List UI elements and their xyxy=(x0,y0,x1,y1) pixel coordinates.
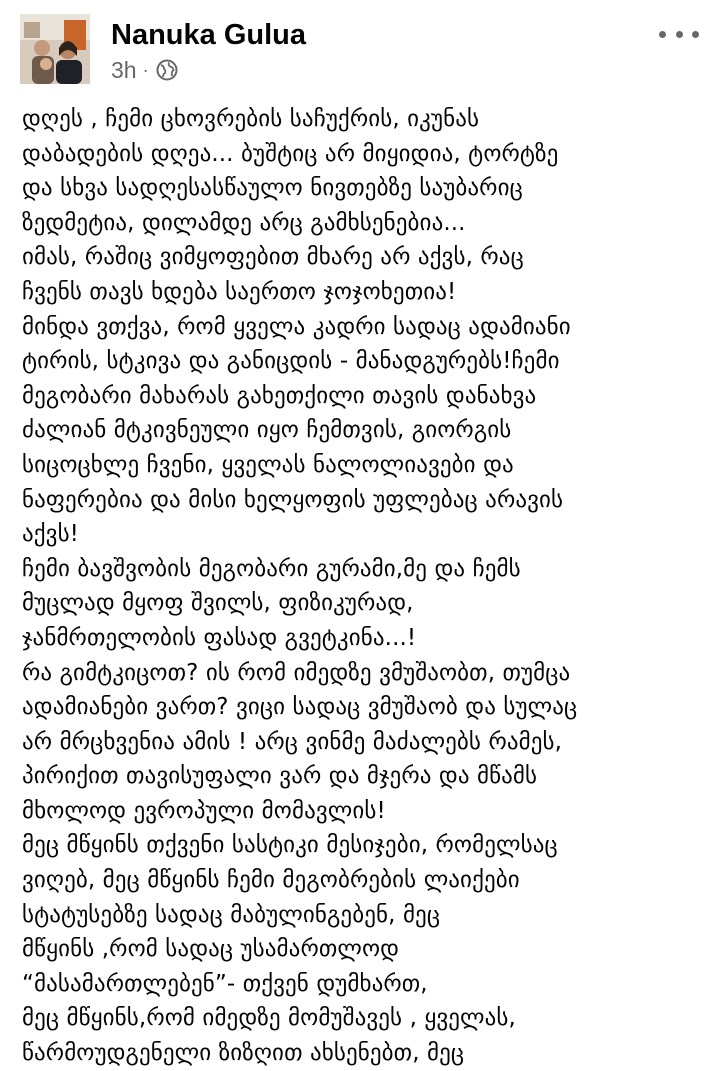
post-text-line: ზედმეტია, დილამდე არც გამხსენებია... xyxy=(22,209,466,236)
post-text-line: ტირის, სტკივა და განიცდის - მანადგურებს!ჩემი xyxy=(22,348,560,375)
post-text-line: წარმოუდგენელი ზიზღით ახსენებთ, მეც xyxy=(22,1040,465,1067)
post-text-line: ჩვენს თავს ხდება საერთო ჯოჯოხეთია! xyxy=(22,278,457,305)
post-text xyxy=(22,102,712,1071)
post-text-line: დღეს , ჩემი ცხოვრების საჩუქრის, იკუნას xyxy=(22,106,480,132)
post-text-line: არ მრცხვენია ამის ! არც ვინმე მაძალებს რამეს, xyxy=(22,728,563,755)
post-text-line: “მასამართლებენ”- თქვენ დუმხართ, xyxy=(22,970,428,997)
more-options-button[interactable] xyxy=(659,22,699,46)
post-text-line: ვიღებ, მეც მწყინს ჩემი მეგობრების ლაიქები xyxy=(22,867,520,894)
post-text-line: სტატუსებზე სადაც მაბულინგებენ, მეც xyxy=(22,901,441,928)
post-text-line: აქვს! xyxy=(22,521,80,548)
post-text-line: სიცოცხლე ჩვენი, ყველას ნალოლიავები და xyxy=(22,451,514,478)
post-meta xyxy=(111,57,178,83)
post-text-line: მწყინს ,რომ სადაც უსამართლოდ xyxy=(22,936,400,963)
more-dot-icon xyxy=(659,31,666,38)
author-name[interactable]: Nanuka Gulua xyxy=(111,19,306,51)
post-text-line: პირიქით თავისუფალი ვარ და მჯერა და მწამს xyxy=(22,763,538,790)
post-text-line: მუცლად მყოფ შვილს, ფიზიკურად, xyxy=(22,590,414,617)
post-text-line: დაბადების დღეა... ბუშტიც არ მიყიდია, ტორტზე xyxy=(22,140,559,167)
post-text-line: მეგობარი მახარას გახეთქილი თავის დანახვა xyxy=(22,382,537,409)
post-text-line: ჯანმრთელობის ფასად გვეტკინა...! xyxy=(22,624,417,651)
post-text-line: ადამიანები ვართ? ვიცი სადაც ვმუშაობ და სულაც xyxy=(22,694,578,721)
post-text-line: და სხვა სადღესასწაულო ნივთებზე საუბარიც xyxy=(22,175,523,202)
post-header xyxy=(0,0,723,96)
post-text-line: ნაფერებია და მისი ხელყოფის უფლებაც არავის xyxy=(22,486,564,513)
post-text-line: მეც მწყინს,რომ იმედზე მომუშავეს , ყველას, xyxy=(22,1005,516,1032)
meta-separator: · xyxy=(142,59,149,80)
post-text-line: რა გიმტკიცოთ? ის რომ იმედზე ვმუშაობთ, თუმცა xyxy=(22,659,571,686)
author-avatar[interactable] xyxy=(20,14,90,84)
globe-icon xyxy=(156,59,178,81)
post-text-line: მინდა ვთქვა, რომ ყველა კადრი სადაც ადამიანი xyxy=(22,313,571,340)
post-text-line: ძალიან მტკივნეული იყო ჩემთვის, გიორგის xyxy=(22,417,512,444)
post-text-line: ჩემი ბავშვობის მეგობარი გურამი,მე და ჩემს xyxy=(22,555,521,582)
post-text-line: მეც მწყინს თქვენი სასტიკი მესიჯები, რომელსაც xyxy=(22,832,558,859)
post-text-line: მხოლოდ ევროპული მომავლის! xyxy=(22,797,386,824)
more-dot-icon xyxy=(676,31,683,38)
avatar-photo xyxy=(20,14,90,84)
post-timestamp[interactable]: 3h xyxy=(111,56,137,83)
post-text-line: იმას, რაშიც ვიმყოფებით მხარე არ აქვს, რაც xyxy=(22,244,524,271)
more-dot-icon xyxy=(692,31,699,38)
